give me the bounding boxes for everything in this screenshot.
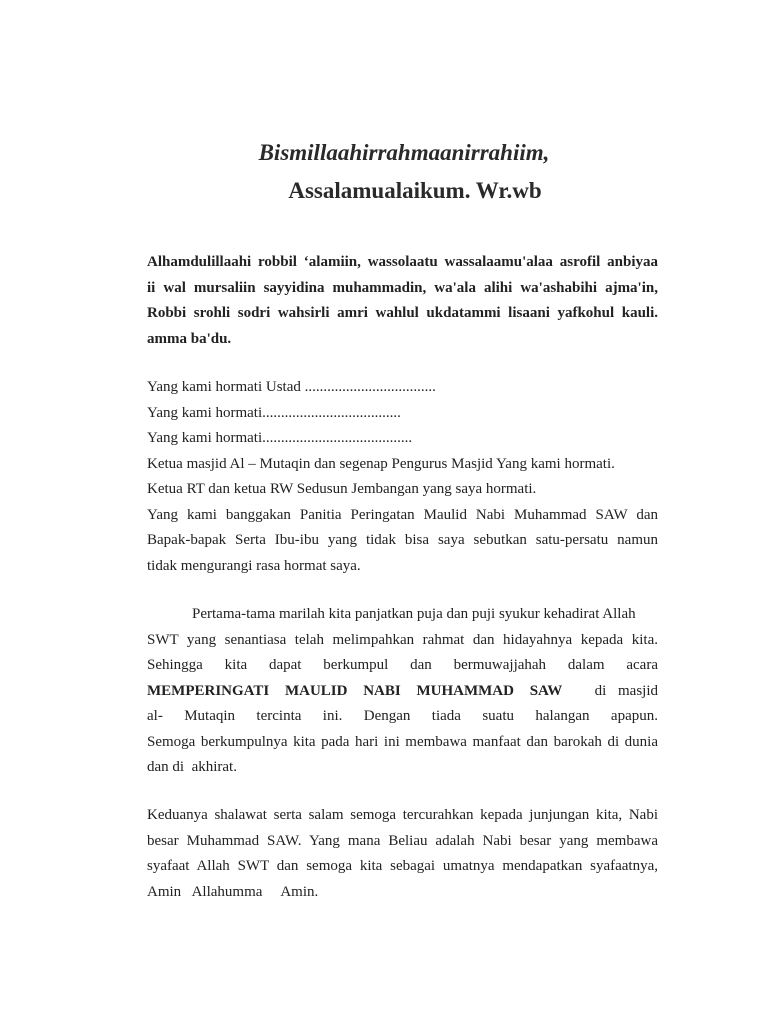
doa-line: amma ba'du. bbox=[147, 330, 232, 347]
opening-basmala: Bismillaahirrahmaanirrahiim, bbox=[258, 140, 550, 165]
paragraph-salutations bbox=[147, 375, 658, 579]
pertama-line: SWT yang senantiasa telah melimpahkan rahmat dan hidayahnya kepada kita. bbox=[147, 631, 658, 648]
salutation-line: Yang kami banggakan Panitia Peringatan Maulid Nabi Muhammad SAW dan bbox=[147, 506, 658, 523]
doa-line: ii wal mursaliin sayyidina muhammadin, wa'ala alihi wa'ashabihi ajma'in, bbox=[147, 279, 658, 296]
pertama-line: dan di akhirat. bbox=[147, 759, 237, 775]
doa-line: Alhamdulillaahi robbil ‘alamiin, wassolaatu wassalaamu'alaa asrofil anbiyaa bbox=[147, 254, 658, 270]
salutation-line: Ketua masjid Al – Mutaqin dan segenap Pengurus Masjid Yang kami hormati. bbox=[147, 455, 615, 472]
salutation-line: tidak mengurangi rasa hormat saya. bbox=[147, 557, 361, 574]
pertama-line: Semoga berkumpulnya kita pada hari ini membawa manfaat dan barokah di dunia bbox=[147, 733, 658, 750]
salutation-line: Yang kami hormati..................................... bbox=[147, 404, 401, 421]
salutation-line: Bapak-bapak Serta Ibu-ibu yang tidak bisa saya sebutkan satu-persatu namun bbox=[147, 532, 658, 548]
kedua-line: Amin Allahumma Amin. bbox=[147, 883, 319, 900]
kedua-line: Keduanya shalawat serta salam semoga tercurahkan kepada junjungan kita, Nabi bbox=[147, 807, 658, 823]
pertama-line bbox=[147, 679, 658, 705]
paragraph-kedua bbox=[147, 803, 658, 905]
doa-line: Robbi srohli sodri wahsirli amri wahlul ukdatammi lisaani yafkohul kauli. bbox=[147, 305, 658, 321]
paragraph-pertama bbox=[147, 602, 658, 781]
pertama-line: Sehingga kita dapat berkumpul dan bermuwajjahah dalam acara bbox=[147, 657, 658, 673]
kedua-line: syafaat Allah SWT dan semoga kita sebagai umatnya mendapatkan syafaatnya, bbox=[147, 858, 658, 874]
paragraph-doa bbox=[147, 250, 658, 352]
pertama-line: Pertama-tama marilah kita panjatkan puja dan puji syukur kehadirat Allah bbox=[192, 606, 636, 622]
greeting-salam: Assalamualaikum. Wr.wb bbox=[288, 178, 542, 203]
event-title-emphasis: MEMPERINGATI MAULID NABI MUHAMMAD SAW bbox=[147, 682, 563, 699]
salutation-line: Yang kami hormati Ustad ................................... bbox=[147, 379, 436, 395]
event-location-text: di masjid bbox=[594, 682, 658, 699]
salutation-line: Yang kami hormati........................................ bbox=[147, 430, 413, 446]
salutation-line: Ketua RT dan ketua RW Sedusun Jembangan yang saya hormati. bbox=[147, 481, 537, 497]
kedua-line: besar Muhammad SAW. Yang mana Beliau adalah Nabi besar yang membawa bbox=[147, 832, 658, 849]
pertama-line: al- Mutaqin tercinta ini. Dengan tiada suatu halangan apapun. bbox=[147, 708, 658, 724]
